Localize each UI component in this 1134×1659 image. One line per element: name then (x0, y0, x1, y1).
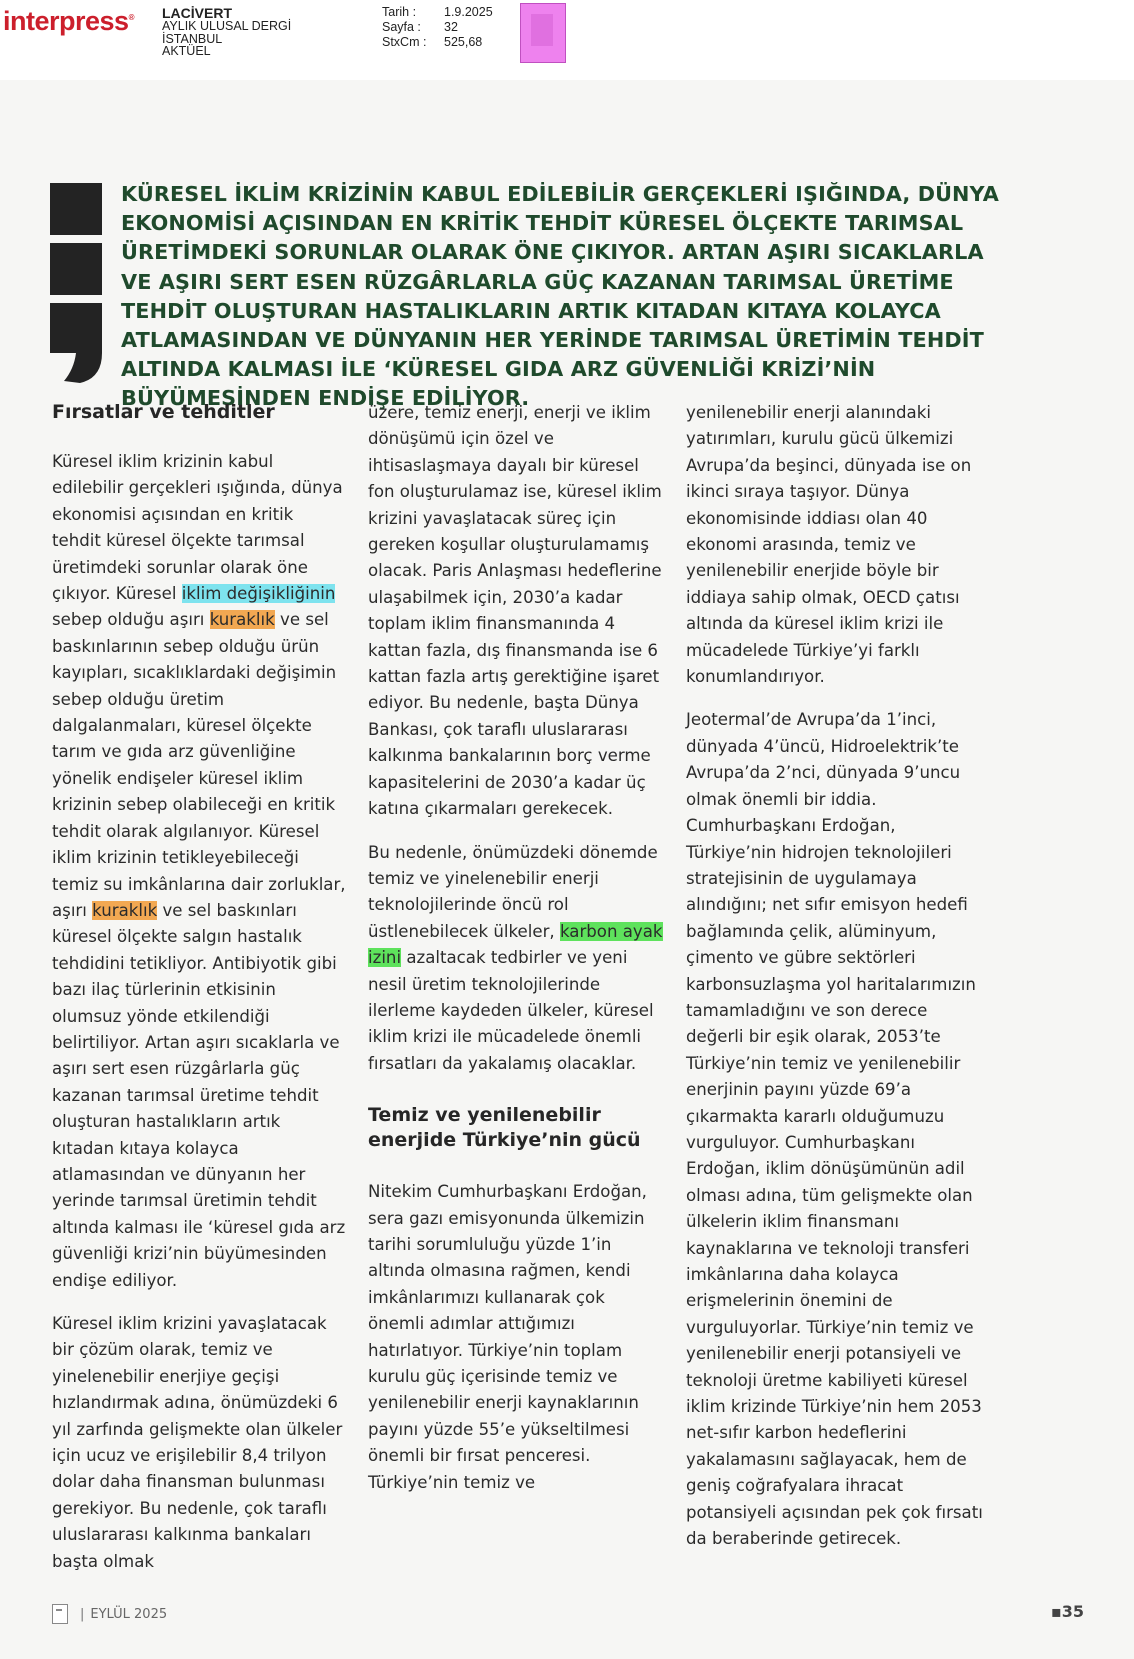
article-column-2 (368, 400, 663, 1513)
paragraph: yenilenebilir enerji alanındaki yatırımları, kurulu gücü ülkemizi Avrupa’da beşinci, dünyada ise on ikinci sıraya taşıyor. Dünya ekonomisinde iddiası olan 40 ekonomi arasında, temiz ve yenilenebilir enerjide böyle bir iddiaya sahip olmak, OECD çatısı altında da küresel iklim krizi ile mücadelede Türkiye’yi farklı konumlandırıyor. (686, 403, 972, 687)
article-column-3 (686, 400, 986, 1569)
article-column-1 (52, 400, 347, 1592)
publication-name: LACİVERT (162, 5, 232, 21)
meta-page-label: Sayfa : (382, 20, 421, 34)
paragraph: Jeotermal’de Avrupa’da 1’inci, dünyada 4’üncü, Hidroelektrik’te Avrupa’da 2’nci, dünyada 9’uncu olmak önemli bir iddia. Cumhurbaşkanı Erdoğan, Türkiye’nin hidrojen teknolojileri stratejisinin de uygulamaya alındığını; net sıfır emisyon hedefi bağlamında çelik, alüminyum, çimento ve gübre sektörleri karbonsuzlaşma yol haritalarımızın tamamladığını ve son derece değerli bir eşik olarak, 2053’te Türkiye’nin temiz ve yenilenebilir enerjinin payını yüzde 69’a çıkarmakta kararlı olduğumuzu vurguluyor. Cumhurbaşkanı Erdoğan, iklim dönüşümünün adil olması adına, tüm gelişmekte olan ülkelerin iklim finansmanı kaynaklarına ve teknoloji transferi imkânlarına daha kolayca erişmelerinin önemini de vurguluyorlar. Türkiye’nin temiz ve yenilenebilir enerji potansiyeli ve teknoloji üretme kabiliyeti küresel iklim krizinde Türkiye’nin hem 2053 net-sıfır karbon hedeflerini yakalamasını sağlayacak, hem de geniş coğrafyalara ihracat potansiyeli açısından pek çok fırsatı da beraberinde getirecek. (686, 710, 983, 1549)
clipping-header (0, 0, 1134, 80)
publication-section: AKTÜEL (162, 44, 211, 58)
footer-separator: | (80, 1606, 85, 1622)
meta-date-label: Tarih : (382, 5, 417, 19)
highlight-drought: kuraklık (92, 900, 158, 920)
highlight-carbon-footprint: karbon ayak izini (368, 921, 663, 968)
publication-frequency: AYLIK ULUSAL DERGİ (162, 19, 292, 33)
page-number-value: 35 (1061, 1602, 1084, 1621)
page-footer (52, 1604, 167, 1624)
meta-date-value: 1.9.2025 (444, 5, 493, 19)
paragraph: Küresel iklim krizinin kabul edilebilir gerçekleri ışığında, dünya ekonomisi açısından en kritik tehdit küresel ölçekte tarımsal üretimdeki sorunlar olarak öne çıkıyor. Küresel iklim değişikliğinin sebep olduğu aşırı kuraklık ve sel baskınlarının sebep olduğu ürün kayıpları, sıcaklıklardaki değişimin sebep olduğu üretim dalgalanmaları, küresel ölçekte tarım ve gıda arz güvenliğine yönelik endişeler küresel iklim krizinin sebep olabileceği en kritik tehdit olarak algılanıyor. Küresel iklim krizinin tetikleyebileceği temiz su imkânlarına dair zorluklar, aşırı kuraklık ve sel baskınları küresel ölçekte salgın hastalık tehdidini tetikliyor. Antibiyotik gibi bazı ilaç türlerinin etkisinin olumsuz yönde etkilendiği belirtiliyor. Artan aşırı sıcaklarla ve aşırı sert esen rüzgârlarla güç kazanan tarımsal üretime tehdit oluşturan hastalıkların artık kıtadan kıtaya kolayca atlamasından ve dünyanın her yerinde tarımsal üretimin tehdit altında kalması ile ‘küresel gıda arz güvenliği krizi’nin büyümesinden endişe ediliyor. (52, 452, 346, 1290)
meta-stxcm-label: StxCm : (382, 35, 427, 49)
meta-stxcm-value: 525,68 (444, 35, 483, 49)
paragraph: Küresel iklim krizini yavaşlatacak bir çözüm olarak, temiz ve yinelenebilir enerjiye geçişi hızlandırmak adına, önümüzdeki 6 yıl zarfında gelişmekte olan ülkeler için ucuz ve erişilebilir 8,4 trilyon dolar daha finansman bulunması gerekiyor. Bu nedenle, çok taraflı uluslararası kalkınma bankaları başta olmak (52, 1314, 343, 1571)
color-swatch-inner (531, 14, 553, 46)
page-bullet: ▪ (1050, 1602, 1062, 1621)
highlight-climate-change: iklim değişikliğinin (181, 584, 336, 604)
quote-mark-icon (50, 183, 102, 383)
section-heading-renewable-energy: Temiz ve yenilenebilir enerjide Türkiye’nin gücü (368, 1104, 641, 1152)
section-heading-opportunities: Fırsatlar ve tehditler (52, 401, 275, 423)
paragraph: Nitekim Cumhurbaşkanı Erdoğan, sera gazı emisyonunda ülkemizin tarihi sorumluluğu yüzde 1’in altında olmasına rağmen, kendi imkânlarımızı kullanarak çok önemli adımlar attığımızı hatırlatıyor. Türkiye’nin toplam kurulu güç içerisinde temiz ve yenilenebilir enerji kaynaklarının payını yüzde 55’e yükseltilmesi önemli bir fırsat penceresi. Türkiye’nin temiz ve (368, 1182, 647, 1492)
interpress-logo (3, 6, 134, 37)
meta-page-row (382, 20, 493, 35)
color-swatch (520, 3, 566, 63)
issue-date: EYLÜL 2025 (90, 1606, 168, 1622)
publication-info (162, 7, 291, 58)
pull-quote: KÜRESEL İKLİM KRİZİNİN KABUL EDİLEBİLİR GERÇEKLERİ IŞIĞINDA, DÜNYA EKONOMİSİ AÇISINDAN EN KRİTİK TEHDİT KÜRESEL ÖLÇEKTE TARIMSAL ÜRETİMDEKİ SORUNLAR OLARAK ÖNE ÇIKIYOR. ARTAN AŞIRI SICAKLARLA VE AŞIRI SERT ESEN RÜZGÂRLARLA GÜÇ KAZANAN TARIMSAL ÜRETİME TEHDİT OLUŞTURAN HASTALIKLARIN ARTIK KITADAN KITAYA KOLAYCA ATLAMASINDAN VE DÜNYANIN HER YERİNDE TARIMSAL ÜRETİMİN TEHDİT ALTINDA KALMASI İLE ‘KÜRESEL GIDA ARZ GÜVENLİĞİ KRİZİ’NİN BÜYÜMESİNDEN ENDİŞE EDİLİYOR. (121, 182, 999, 411)
paragraph: üzere, temiz enerji, enerji ve iklim dönüşümü için özel ve ihtisaslaşmaya dayalı bir küresel fon oluşturulamaz ise, küresel iklim krizini yavaşlatacak süreç için gereken koşullar oluşturulamamış olacak. Paris Anlaşması hedeflerine ulaşabilmek için, 2030’a kadar toplam iklim finansmanında 4 kattan fazla, dış finansmanda ise 6 kattan fazla artış gerektiğine işaret ediyor. Bu nedenle, başta Dünya Bankası, çok taraflı uluslararası kalkınma bankalarının borç verme kapasitelerini de 2030’a kadar üç katına çıkarmaları gerekecek. (368, 403, 662, 819)
meta-page-value: 32 (444, 20, 458, 34)
page-number (1051, 1602, 1084, 1621)
logo-text: interpress (3, 6, 129, 36)
magazine-cover-icon (52, 1604, 68, 1624)
publication-city: İSTANBUL (162, 31, 223, 46)
clipping-meta (382, 5, 493, 50)
meta-date-row (382, 5, 493, 20)
meta-stxcm-row (382, 35, 493, 50)
highlight-drought: kuraklık (209, 610, 275, 630)
registered-mark: ® (128, 13, 134, 22)
paragraph: Bu nedenle, önümüzdeki dönemde temiz ve yinelenebilir enerji teknolojilerinde öncü rol üstlenebilecek ülkeler, karbon ayak izini azaltacak tedbirler ve yeni nesil üretim teknolojilerinde ilerleme kaydeden ülkeler, küresel iklim krizi ile mücadelede önemli fırsatları da yakalamış olacaklar. (368, 842, 663, 1073)
